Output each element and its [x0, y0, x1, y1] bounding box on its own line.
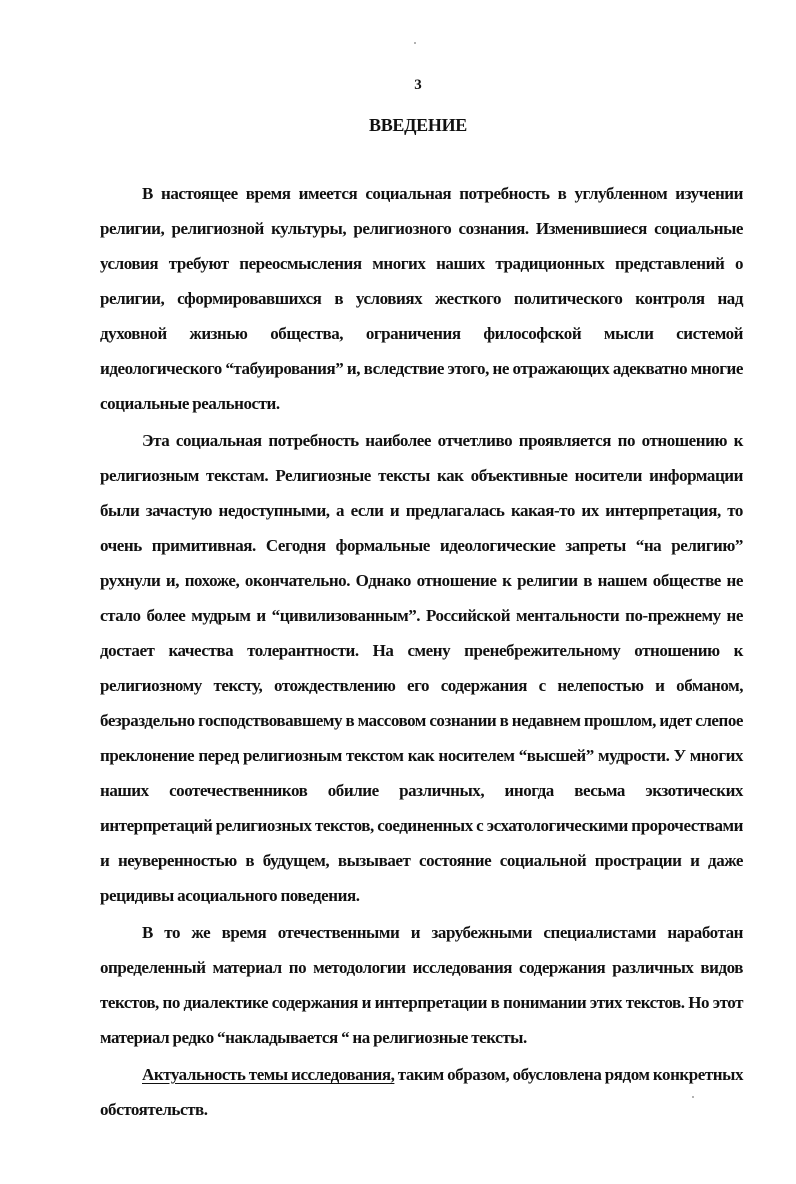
scan-speck — [414, 42, 416, 44]
document-body — [100, 176, 743, 1127]
scan-speck — [692, 1096, 694, 1098]
paragraph: Эта социальная потребность наиболее отчетливо проявляется по отношению к религиозным текстам. Религиозные тексты как объективные носители информации были зачастую недоступными, а если и предлагалась какая-то их интерпретация, то очень примитивная. Сегодня формальные идеологические запреты “на религию” рухнули и, похоже, окончательно. Однако отношение к религии в нашем обществе не стало более мудрым и “цивилизованным”. Российской ментальности по-прежнему не достает качества толерантности. На смену пренебрежительному отношению к религиозному тексту, отождествлению его содержания с нелепостью и обманом, безраздельно господствовавшему в массовом сознании в недавнем прошлом, идет слепое преклонение перед религиозным текстом как носителем “высшей” мудрости. У многих наших соотечественников обилие различных, иногда весьма экзотических интерпретаций религиозных текстов, соединенных с эсхатологическими пророчествами и неуверенностью в будущем, вызывает состояние социальной прострации и даже рецидивы асоциального поведения. — [100, 431, 743, 905]
underlined-phrase: Актуальность темы исследования, — [142, 1065, 395, 1084]
paragraph-final — [100, 1057, 743, 1127]
paragraph-final-text: таким образом, обусловлена рядом конкретных обстоятельств. — [100, 1065, 743, 1119]
section-title: ВВЕДЕНИЕ — [368, 115, 467, 135]
page-number: 3 — [414, 77, 422, 93]
paragraph: В настоящее время имеется социальная потребность в углубленном изучении религии, религиозной культуры, религиозного сознания. Изменившиеся социальные условия требуют переосмысления многих наших традиционных представлений о религии, сформировавшихся в условиях жесткого политического контроля над духовной жизнью общества, ограничения философской мысли системой идеологического “табуирования” и, вследствие этого, не отражающих адекватно многие социальные реальности. — [100, 184, 743, 413]
paragraph: В то же время отечественными и зарубежными специалистами наработан определенный материал по методологии исследования содержания различных видов текстов, по диалектике содержания и интерпретации в понимании этих текстов. Но этот материал редко “накладывается “ на религиозные тексты. — [100, 923, 743, 1047]
